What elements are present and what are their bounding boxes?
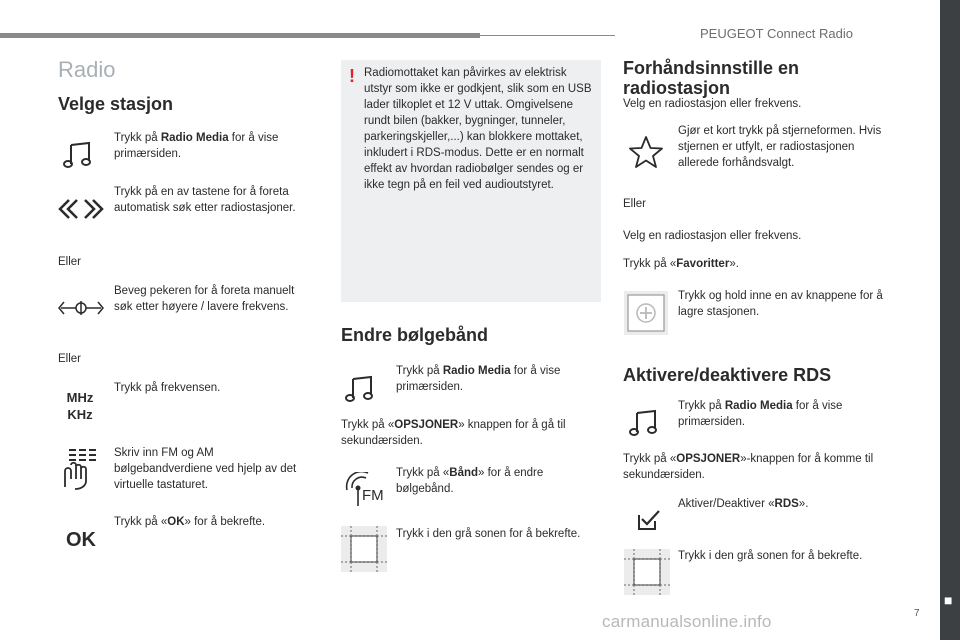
heading-forhandsinnstille: Forhåndsinnstille en radiostasjon <box>623 58 800 98</box>
velge-item-radio-media: Trykk på Radio Media for å vise primærsiden. <box>114 132 279 160</box>
mhz-label: MHz <box>66 390 94 405</box>
heading-rds: Aktivere/deaktivere RDS <box>623 365 832 385</box>
grey-zone-icon <box>341 526 387 572</box>
velge-item-keyboard: Skriv inn FM og AM bølgebandverdiene ved hjelp av det virtuelle tastaturet. <box>114 447 297 491</box>
add-preset-icon <box>624 291 668 335</box>
page-number: 7 <box>914 608 920 619</box>
or-text-3: Eller <box>623 198 647 210</box>
seek-chevrons-icon <box>56 196 106 222</box>
forh-item-hold: Trykk og hold inne en av knappene for å lagre stasjonen. <box>678 290 883 318</box>
continue-mark: ■ <box>944 592 953 608</box>
section-label: Radio <box>58 57 116 82</box>
music-note-icon <box>626 408 662 438</box>
endre-opsjoner-text: Trykk på «OPSJONER» knappen for å gå til sekundærsiden. <box>341 419 566 447</box>
velge-item-ok: Trykk på «OK» for å bekrefte. <box>114 516 266 528</box>
header-rule-thin <box>480 35 615 36</box>
warning-icon: ! <box>349 66 355 86</box>
endre-item-baand: Trykk på «Bånd» for å endre bølgebånd. <box>396 467 544 495</box>
velge-item-manual-search: Beveg pekeren for å foreta manuelt søk etter høyere / lavere frekvens. <box>114 285 295 313</box>
warning-text: Radiomottaket kan påvirkes av elektrisk utstyr som ikke er godkjent, slik som en USB lader tilkoplet et 12 V uttak. Omgivelsene rundt bilen (bakker, bygninger, tunneler, parkeringskjeller,...) kan blokkere mottaket, inkludert i RDS-modus. Dette er en normalt effekt av hvordan radiobølger sendes og er ikke tegn på en feil ved audioutstyret. <box>364 67 592 191</box>
checkbox-icon <box>636 508 662 532</box>
music-note-icon <box>60 140 96 170</box>
rds-item-radio-media: Trykk på Radio Media for å vise primærsiden. <box>678 400 843 428</box>
frequency-slider-icon <box>56 297 106 319</box>
forh-para-favoritter: Trykk på «Favoritter». <box>623 258 739 270</box>
ok-icon: OK <box>66 528 96 551</box>
heading-velge-stasjon: Velge stasjon <box>58 94 174 114</box>
fm-label: FM <box>362 487 384 504</box>
header-title: PEUGEOT Connect Radio <box>700 26 853 41</box>
watermark: carmanualsonline.info <box>602 612 772 631</box>
header-rule <box>0 33 480 38</box>
star-icon <box>626 132 666 172</box>
rds-item-toggle: Aktiver/Deaktiver «RDS». <box>678 498 809 510</box>
forh-item-star: Gjør et kort trykk på stjerneformen. Hvis stjernen er utfylt, er radiostasjonen allerede forhåndsvalgt. <box>678 125 882 169</box>
mhz-khz-icon <box>60 388 100 424</box>
or-text-1: Eller <box>58 256 82 268</box>
velge-item-auto-search: Trykk på en av tastene for å foreta automatisk søk etter radiostasjoner. <box>114 186 296 214</box>
endre-item-grey-zone: Trykk i den grå sonen for å bekrefte. <box>396 528 581 540</box>
heading-endre-bolgebaand: Endre bølgebånd <box>341 325 489 345</box>
endre-item-radio-media: Trykk på Radio Media for å vise primærsiden. <box>396 365 561 393</box>
keypad-hand-icon <box>60 446 102 492</box>
khz-label: KHz <box>67 407 93 422</box>
rds-item-grey-zone: Trykk i den grå sonen for å bekrefte. <box>678 550 863 562</box>
page-edge-band <box>940 0 960 640</box>
grey-zone-icon <box>624 549 670 595</box>
velge-item-frequency: Trykk på frekvensen. <box>114 382 221 394</box>
or-text-2: Eller <box>58 353 82 365</box>
forh-intro: Velg en radiostasjon eller frekvens. <box>623 98 802 110</box>
rds-opsjoner-text: Trykk på «OPSJONER»-knappen for å komme til sekundærsiden. <box>623 453 874 481</box>
music-note-icon <box>342 374 378 404</box>
forh-para-select: Velg en radiostasjon eller frekvens. <box>623 230 802 242</box>
